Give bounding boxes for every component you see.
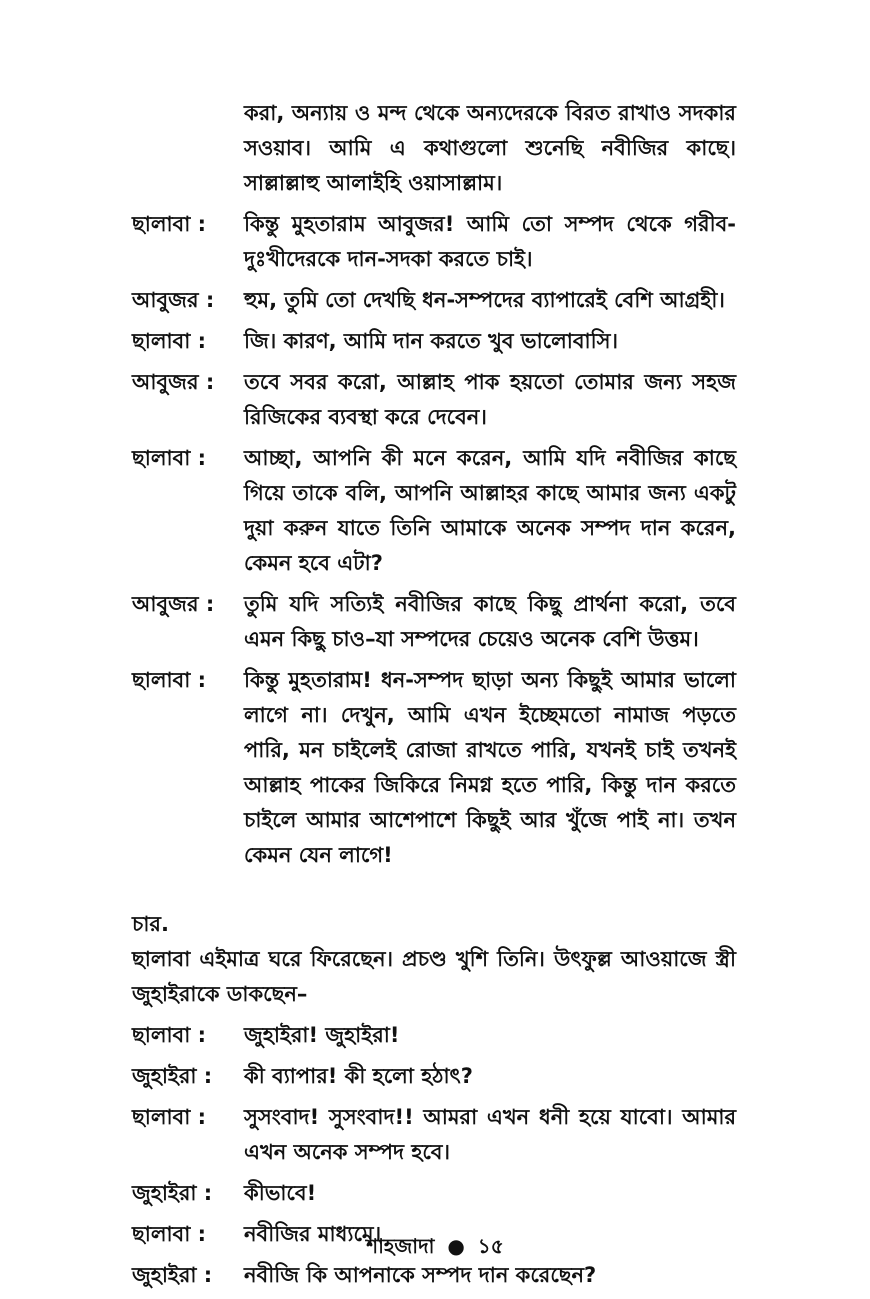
page-footer — [0, 1232, 870, 1265]
dialogue-row — [132, 324, 736, 359]
dialogue-row — [132, 1059, 736, 1094]
speaker-name: ছালাবা : — [132, 329, 207, 353]
dialogue-block-1 — [132, 207, 736, 873]
dialogue-line: জুহাইরা! জুহাইরা! — [244, 1023, 400, 1047]
dialogue-row — [132, 283, 736, 318]
speaker-name: আবুজর : — [132, 288, 215, 312]
bullet-separator: ● — [447, 1234, 465, 1258]
dialogue-line: নবীজির মাধ্যমে। — [244, 1222, 382, 1246]
dialogue-line: আচ্ছা, আপনি কী মনে করেন, আমি যদি নবীজির কাছে গিয়ে তাকে বলি, আপনি আল্লাহর কাছে আমার জন্য একটু দুয়া করুন যাতে তিনি আমাকে অনেক সম্পদ দান করেন, কেমন হবে এটা? — [244, 446, 736, 575]
dialogue-line: কিন্তু মুহতারাম আবুজর! আমি তো সম্পদ থেকে গরীব-দুঃখীদেরকে দান-সদকা করতে চাই। — [244, 212, 736, 271]
speaker-name: ছালাবা : — [132, 212, 207, 236]
dialogue-line: জি। কারণ, আমি দান করতে খুব ভালোবাসি। — [244, 329, 618, 353]
speaker-name: ছালাবা : — [132, 446, 207, 470]
speaker-name: জুহাইরা : — [132, 1181, 213, 1205]
speaker-name: আবুজর : — [132, 592, 215, 616]
text-column — [132, 96, 736, 1299]
dialogue-row — [132, 587, 736, 657]
speaker-name: ছালাবা : — [132, 1222, 207, 1246]
dialogue-line: তুমি যদি সত্যিই নবীজির কাছে কিছু প্রার্থনা করো, তবে এমন কিছু চাও–যা সম্পদের চেয়েও অনেক বেশি উত্তম। — [244, 592, 736, 651]
book-title: শাহজাদা — [366, 1234, 435, 1258]
dialogue-line: সুসংবাদ! সুসংবাদ!! আমরা এখন ধনী হয়ে যাবো। আমার এখন অনেক সম্পদ হবে। — [244, 1105, 736, 1164]
dialogue-row — [132, 1018, 736, 1053]
page-number: ১৫ — [477, 1234, 504, 1258]
dialogue-row — [132, 1100, 736, 1170]
speaker-name: ছালাবা : — [132, 668, 207, 692]
dialogue-row — [132, 365, 736, 435]
narration-paragraph: ছালাবা এইমাত্র ঘরে ফিরেছেন। প্রচণ্ড খুশি তিনি। উৎফুল্ল আওয়াজে স্ত্রী জুহাইরাকে ডাকছেন– — [132, 947, 736, 1006]
dialogue-line: কী ব্যাপার! কী হলো হঠাৎ? — [244, 1064, 473, 1088]
continuation-row — [132, 96, 736, 201]
continuation-text: করা, অন্যায় ও মন্দ থেকে অন্যদেরকে বিরত রাখাও সদকার সওয়াব। আমি এ কথাগুলো শুনেছি নবীজির কাছে। সাল্লাল্লাহু আলাইহি ওয়াসাল্লাম। — [244, 101, 736, 195]
dialogue-row — [132, 1176, 736, 1211]
speaker-name: আবুজর : — [132, 370, 215, 394]
dialogue-line: হুম, তুমি তো দেখছি ধন-সম্পদের ব্যাপারেই বেশি আগ্রহী। — [244, 288, 725, 312]
dialogue-row — [132, 441, 736, 581]
speaker-name: ছালাবা : — [132, 1105, 207, 1129]
dialogue-line: কিন্তু মুহতারাম! ধন-সম্পদ ছাড়া অন্য কিছুই আমার ভালো লাগে না। দেখুন, আমি এখন ইচ্ছেমতো নামাজ পড়তে পারি, মন চাইলেই রোজা রাখতে পারি, যখনই চাই তখনই আল্লাহ পাকের জিকিরে নিমগ্ন হতে পারি, কিন্তু দান করতে চাইলে আমার আশেপাশে কিছুই আর খুঁজে পাই না। তখন কেমন যেন লাগে! — [244, 668, 736, 867]
section-title: চার. — [132, 912, 169, 936]
dialogue-row — [132, 207, 736, 277]
speaker-name: জুহাইরা : — [132, 1064, 213, 1088]
dialogue-line: তবে সবর করো, আল্লাহ পাক হয়তো তোমার জন্য সহজ রিজিকের ব্যবস্থা করে দেবেন। — [244, 370, 736, 429]
speaker-name: জুহাইরা : — [132, 1263, 213, 1287]
dialogue-line: কীভাবে! — [244, 1181, 317, 1205]
dialogue-line: নবীজি কি আপনাকে সম্পদ দান করেছেন? — [244, 1263, 597, 1287]
speaker-name: ছালাবা : — [132, 1023, 207, 1047]
dialogue-row — [132, 663, 736, 873]
